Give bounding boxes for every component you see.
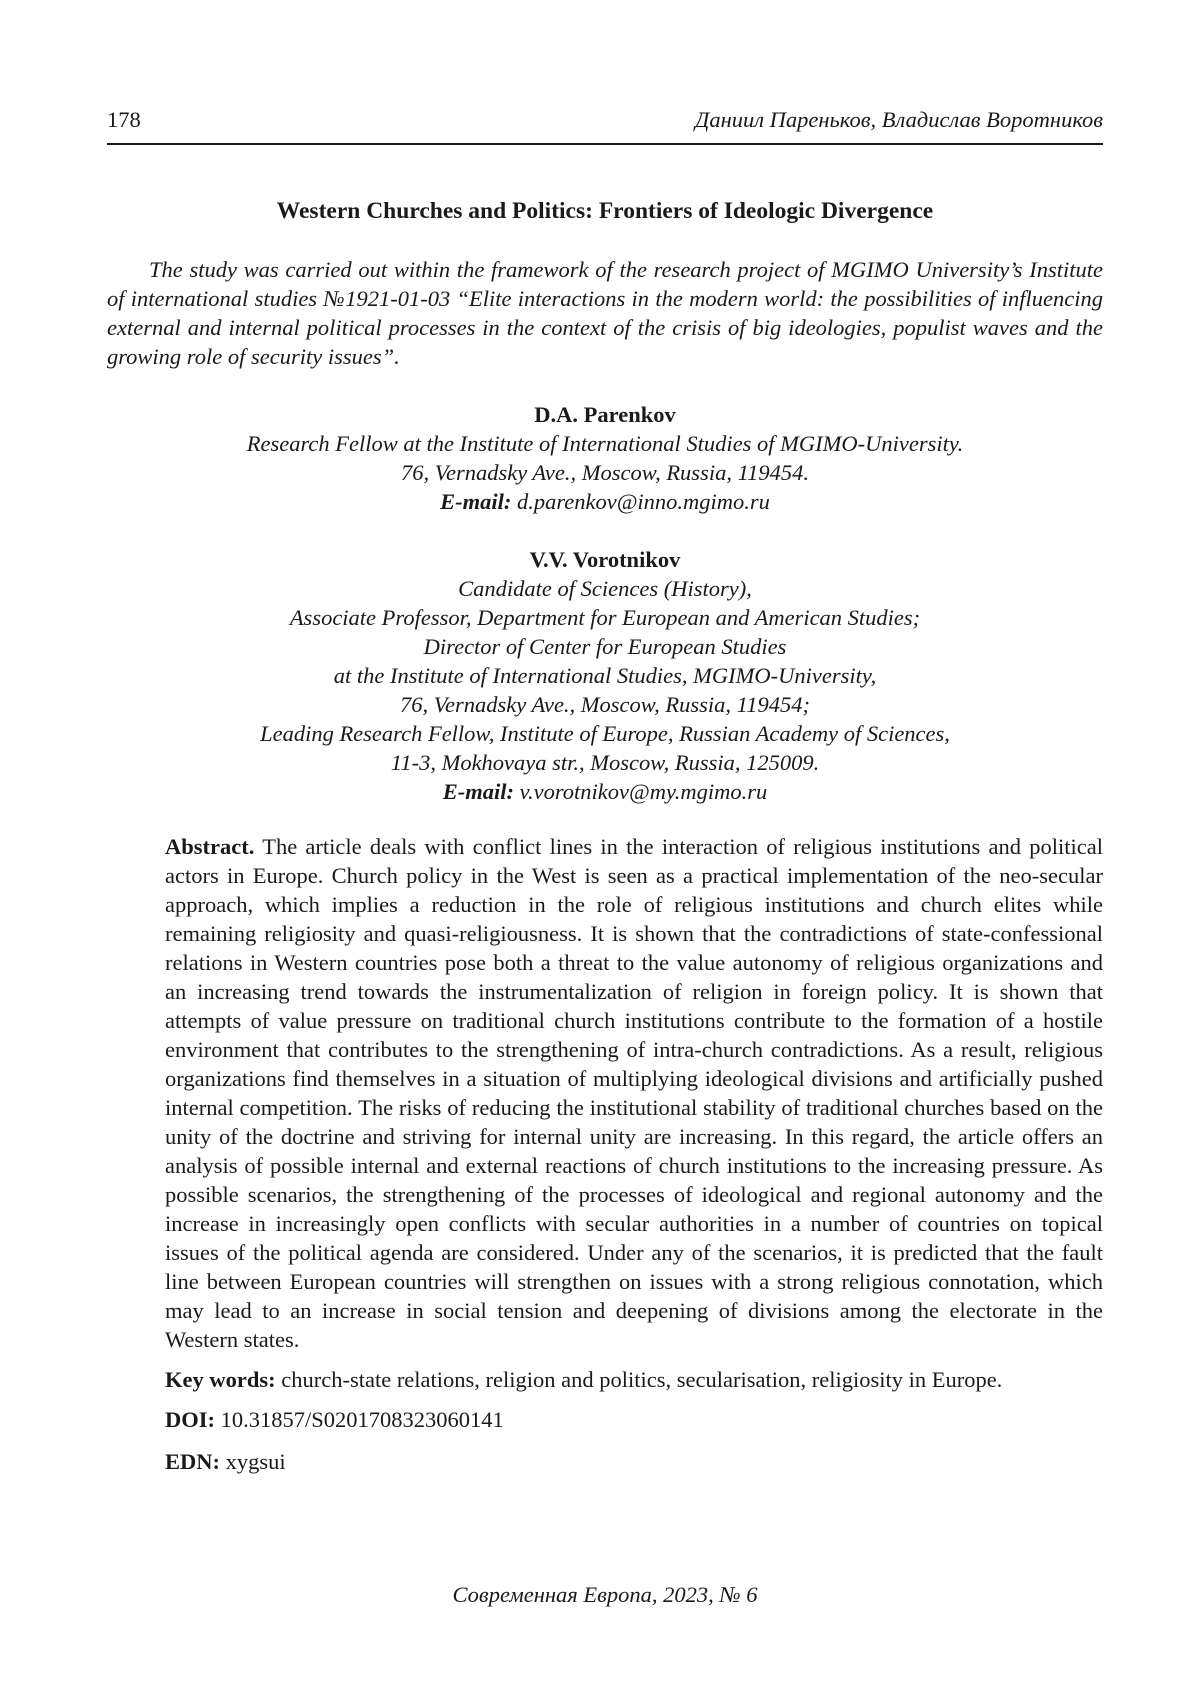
author-block-vorotnikov [107, 545, 1103, 806]
abstract-section [165, 832, 1103, 1476]
author-name: D.A. Parenkov [534, 402, 676, 427]
author-affiliation-line: at the Institute of International Studies, MGIMO-University, [333, 663, 877, 688]
author-affiliation-line: Candidate of Sciences (History), [458, 576, 752, 601]
author-name: V.V. Vorotnikov [529, 547, 681, 572]
email-label: E-mail: [440, 489, 512, 514]
doi-value: 10.31857/S0201708323060141 [220, 1407, 504, 1432]
running-header [107, 107, 1103, 145]
email-label: E-mail: [442, 779, 515, 804]
journal-page [107, 0, 1103, 1694]
author-address-line: 76, Vernadsky Ave., Moscow, Russia, 119454. [400, 460, 810, 485]
keywords-text: church-state relations, religion and politics, secularisation, religiosity in Europe. [281, 1367, 1003, 1392]
abstract-paragraph [165, 832, 1103, 1354]
edn-label: EDN: [165, 1449, 220, 1474]
author-affiliation-line: Director of Center for European Studies [423, 634, 787, 659]
abstract-text: The article deals with conflict lines in the interaction of religious institutions and political actors in Europe. Church policy in the West is seen as a practical implementation of the neo-secular approach, which implies a reduction in the role of religious institutions and church elites while remaining religiosity and quasi-religiousness. It is shown that the contradictions of state-confessional relations in Western countries pose both a threat to the value autonomy of religious organizations and an increasing trend towards the instrumentalization of religion in foreign policy. It is shown that attempts of value pressure on traditional church institutions contribute to the formation of a hostile environment that contributes to the strengthening of intra-church contradictions. As a result, religious organizations find themselves in a situation of multiplying ideological divisions and artificially pushed internal competition. The risks of reducing the institutional stability of traditional churches based on the unity of the doctrine and striving for internal unity are increasing. In this regard, the article offers an analysis of possible internal and external reactions of church institutions to the increasing pressure. As possible scenarios, the strengthening of the processes of ideological and regional autonomy and the increase in increasingly open conflicts with secular authorities in a number of countries on topical issues of the political agenda are considered. Under any of the scenarios, it is predicted that the fault line between European countries will strengthen on issues with a strong religious connotation, which may lead to an increase in social tension and deepening of divisions among the electorate in the Western states. [165, 834, 1103, 1352]
edn-value: xygsui [225, 1449, 286, 1474]
author-block-parenkov [107, 400, 1103, 516]
keywords-label: Key words: [165, 1367, 276, 1392]
doi-line [165, 1405, 1103, 1434]
author-email: v.vorotnikov@my.mgimo.ru [519, 779, 768, 804]
author-affiliation-line: Research Fellow at the Institute of International Studies of MGIMO-University. [246, 431, 964, 456]
author-address-line: 11-3, Mokhovaya str., Moscow, Russia, 125009. [390, 750, 820, 775]
page-number: 178 [107, 107, 141, 132]
article-title: Western Churches and Politics: Frontiers of Ideologic Divergence [276, 198, 934, 224]
keywords-paragraph [165, 1365, 1103, 1394]
author-address-line: 76, Vernadsky Ave., Moscow, Russia, 119454; [400, 692, 810, 717]
author-affiliation-line: Associate Professor, Department for European and American Studies; [289, 605, 921, 630]
funding-note: The study was carried out within the framework of the research project of MGIMO University’s Institute of international studies №1921-01-03 “Elite interactions in the modern world: the possibilities of influencing external and internal political processes in the context of the crisis of big ideologies, populist waves and the growing role of security issues”. [107, 257, 1103, 369]
author-affiliation-line: Leading Research Fellow, Institute of Europe, Russian Academy of Sciences, [260, 721, 950, 746]
author-email-line [107, 777, 1103, 806]
doi-label: DOI: [165, 1407, 215, 1432]
abstract-label: Abstract. [165, 834, 255, 859]
edn-line [165, 1447, 1103, 1476]
journal-footer: Современная Европа, 2023, № 6 [452, 1582, 758, 1607]
running-head-authors: Даниил Пареньков, Владислав Воротников [695, 107, 1103, 132]
author-email: d.parenkov@inno.mgimo.ru [516, 489, 770, 514]
author-email-line [107, 487, 1103, 516]
